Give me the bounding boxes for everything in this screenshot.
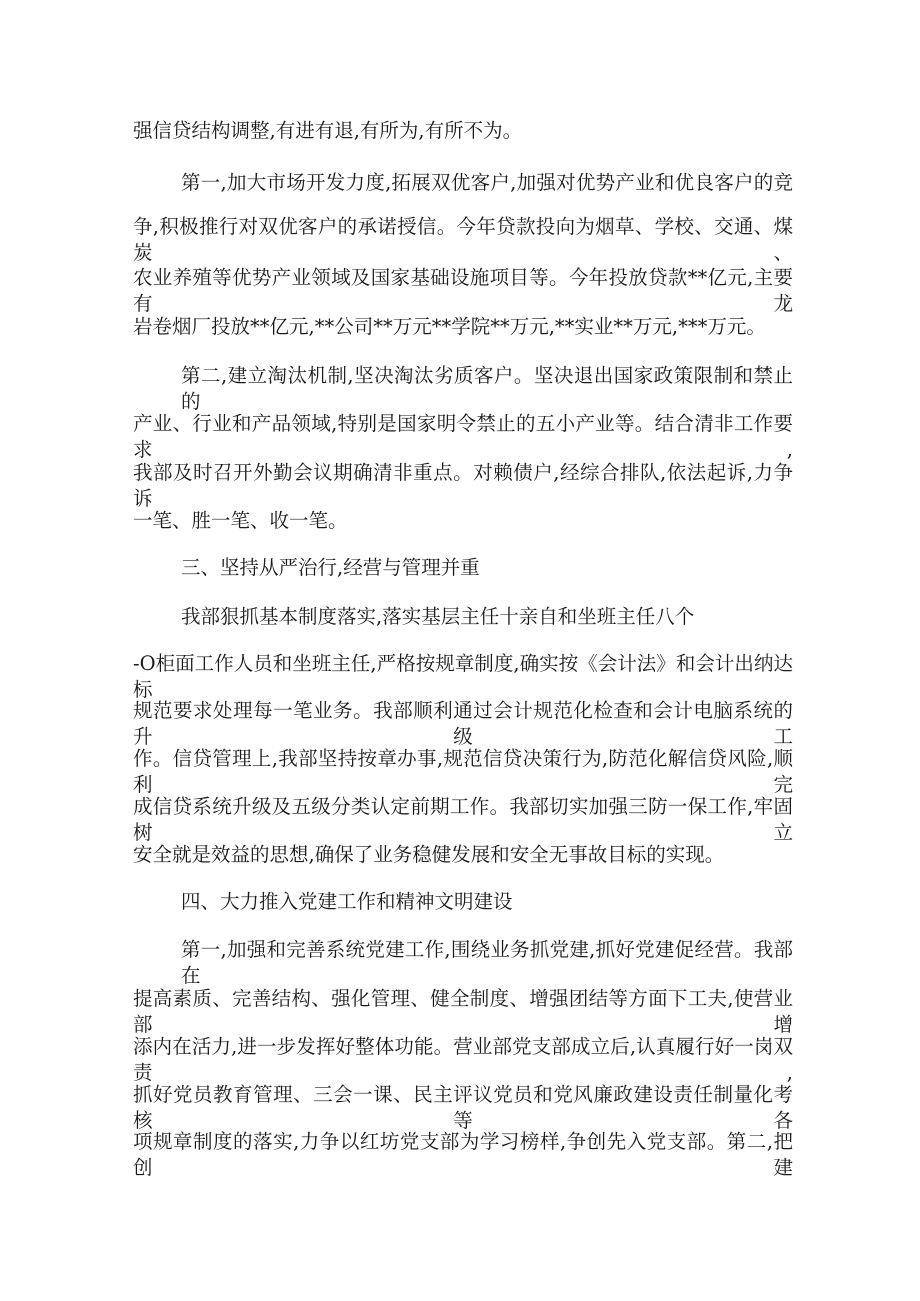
text-line: 项规章制度的落实,力争以红坊党支部为学习榜样,争创先入党支部。第二,把创建 [133, 1130, 793, 1179]
text-line: 添内在活力,进一步发挥好整体功能。营业部党支部成立后,认真履行好一岗双责, [133, 1035, 793, 1084]
text-line: 产业、行业和产品领域,特别是国家明令禁止的五小产业等。结合清非工作要求, [133, 412, 793, 461]
text-line: 我部及时召开外勤会议期确清非重点。对赖债户,经综合排队,依法起诉,力争诉 [133, 461, 793, 510]
text-line: -O柜面工作人员和坐班主任,严格按规章制度,确实按《会计法》和会计出纳达标 [133, 652, 793, 701]
paragraph-first-line: 我部狠抓基本制度落实,落实基层主任十亲自和坐班主任八个 [181, 605, 695, 628]
section-heading: 三、坚持从严治行,经营与管理并重 [181, 556, 480, 579]
section-heading: 四、大力推入党建工作和精神文明建设 [181, 890, 513, 913]
text-line: 岩卷烟厂投放**亿元,**公司**万元**学院**万元,**实业**万元,***万元。 [133, 315, 766, 338]
text-line: 规范要求处理每一笔业务。我部顺利通过会计规范化检查和会计电脑系统的升级工 [133, 699, 793, 748]
text-line: 抓好党员教育管理、三会一课、民主评议党员和党风廉政建设责任制量化考核等各 [133, 1083, 793, 1132]
paragraph-first-line: 第一,加强和完善系统党建工作,围绕业务抓党建,抓好党建促经营。我部在 [181, 938, 793, 987]
text-line: 农业养殖等优势产业领域及国家基础设施项目等。今年投放贷款**亿元,主要有龙 [133, 266, 793, 315]
text-line: 一笔、胜一笔、收一笔。 [133, 509, 348, 532]
paragraph-first-line: 第一,加大市场开发力度,拓展双优客户,加强对优势产业和优良客户的竞 [181, 171, 793, 194]
text-line: 安全就是效益的思想,确保了业务稳健发展和安全无事故目标的实现。 [133, 843, 725, 866]
text-line: 争,积极推行对双优客户的承诺授信。今年贷款投向为烟草、学校、交通、煤炭、 [133, 215, 793, 264]
paragraph-first-line: 第二,建立淘汰机制,坚决淘汰劣质客户。坚决退出国家政策限制和禁止的 [181, 364, 793, 413]
text-line: 成信贷系统升级及五级分类认定前期工作。我部切实加强三防一保工作,牢固树立 [133, 795, 793, 844]
text-line: 提高素质、完善结构、强化管理、健全制度、增强团结等方面下工夫,使营业部增 [133, 987, 793, 1036]
text-line: 作。信贷管理上,我部坚持按章办事,规范信贷决策行为,防范化解信贷风险,顺利完 [133, 747, 793, 796]
text-line: 强信贷结构调整,有进有退,有所为,有所不为。 [133, 119, 523, 142]
